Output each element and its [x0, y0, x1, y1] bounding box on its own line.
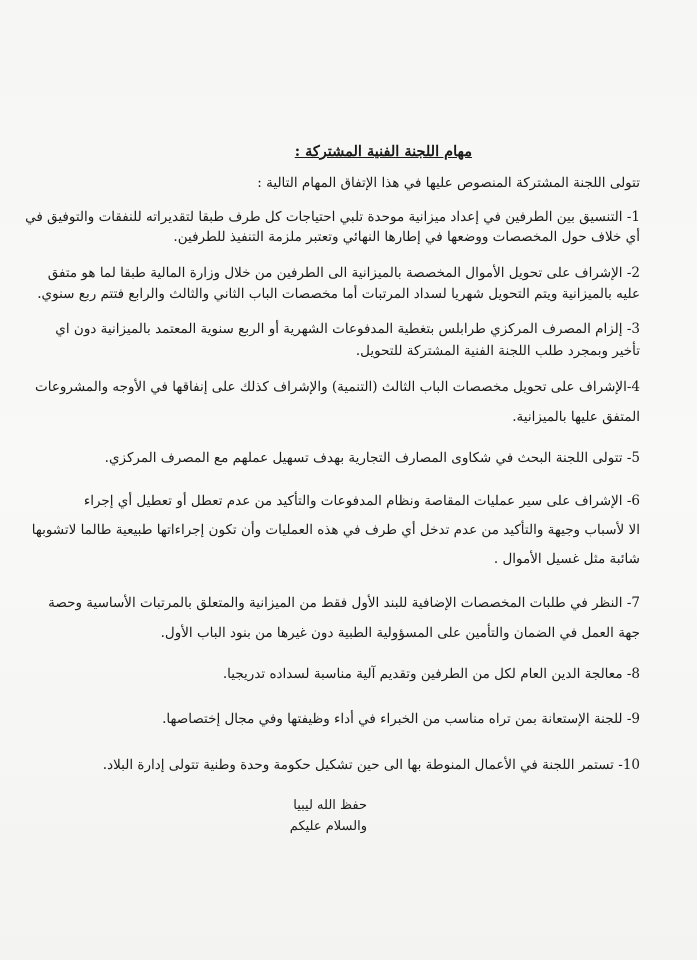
item-10-line-1: 10- تستمر اللجنة في الأعمال المنوطة بها الى حين تشكيل حكومة وحدة وطنية تتولى إدارة البلاد. — [102, 757, 640, 773]
item-3-line-2: تأخير وبمجرد طلب اللجنة الفنية المشتركة للتحويل. — [355, 343, 640, 359]
intro-text: تتولى اللجنة المشتركة المنصوص عليها في هذا الإتفاق المهام التالية : — [257, 175, 640, 191]
item-5-line-1: 5- تتولى اللجنة البحث في شكاوى المصارف التجارية بهدف تسهيل عملهم مع المصرف المركزي. — [104, 450, 640, 466]
item-6-line-1: 6- الإشراف على سير عمليات المقاصة ونظام المدفوعات والتأكيد من عدم تعطل أو تعطيل أي إجراء — [83, 493, 640, 509]
closing-line-1: حفظ الله ليبيا — [293, 798, 367, 813]
item-7-line-1: 7- النظر في طلبات المخصصات الإضافية للبند الأول فقط من الميزانية والمتعلق بالمرتبات الأساسية وحصة — [48, 595, 640, 611]
item-9-line-1: 9- للجنة الإستعانة بمن تراه مناسب من الخبراء في أداء وظيفتها وفي مجال إختصاصها. — [162, 711, 640, 727]
item-3-line-1: 3- إلزام المصرف المركزي طرابلس بتغطية المدفوعات الشهرية أو الربع سنوية المعتمد بالميزانية دون اي — [55, 321, 640, 337]
document-title: مهام اللجنة الفنية المشتركة : — [294, 143, 472, 160]
item-6-line-2: الا لأسباب وجيهة والتأكيد من عدم تدخل أي طرف في هذه العمليات وأن تكون إجراءاتها طبيعية طالما لاتشوبها — [31, 522, 640, 538]
item-1-line-2: أي خلاف حول المخصصات ووضعها في إطارها النهائي وتعتبر ملزمة التنفيذ للطرفين. — [173, 229, 640, 245]
item-4-line-1: 4-الإشراف على تحويل مخصصات الباب الثالث (التنمية) والإشراف كذلك على إنفاقها في الأوجه والمشروعات — [35, 379, 640, 395]
item-6-line-3: شائبة مثل غسيل الأموال . — [493, 551, 640, 567]
item-2-line-2: عليه بالميزانية ويتم التحويل شهريا لسداد المرتبات أما مخصصات الباب الثاني والثالث والرابع فتتم ربع سنوي. — [37, 286, 640, 302]
item-7-line-2: جهة العمل في الضمان والتأمين على المسؤولية الطبية دون غيرها من بنود الباب الأول. — [160, 625, 640, 641]
item-4-line-2: المتفق عليها بالميزانية. — [512, 409, 640, 425]
closing-line-2: والسلام عليكم — [289, 819, 367, 834]
item-2-line-1: 2- الإشراف على تحويل الأموال المخصصة بالميزانية الى الطرفين من خلال وزارة المالية طبقا لما هو متفق — [47, 265, 640, 281]
item-1-line-1: 1- التنسيق بين الطرفين في إعداد ميزانية موحدة تلبي احتياجات كل طرف طبقا لتقديراته للنفقات والتوفيق في — [25, 209, 640, 225]
item-8-line-1: 8- معالجة الدين العام لكل من الطرفين وتقديم آلية مناسبة لسداده تدريجيا. — [222, 666, 640, 682]
